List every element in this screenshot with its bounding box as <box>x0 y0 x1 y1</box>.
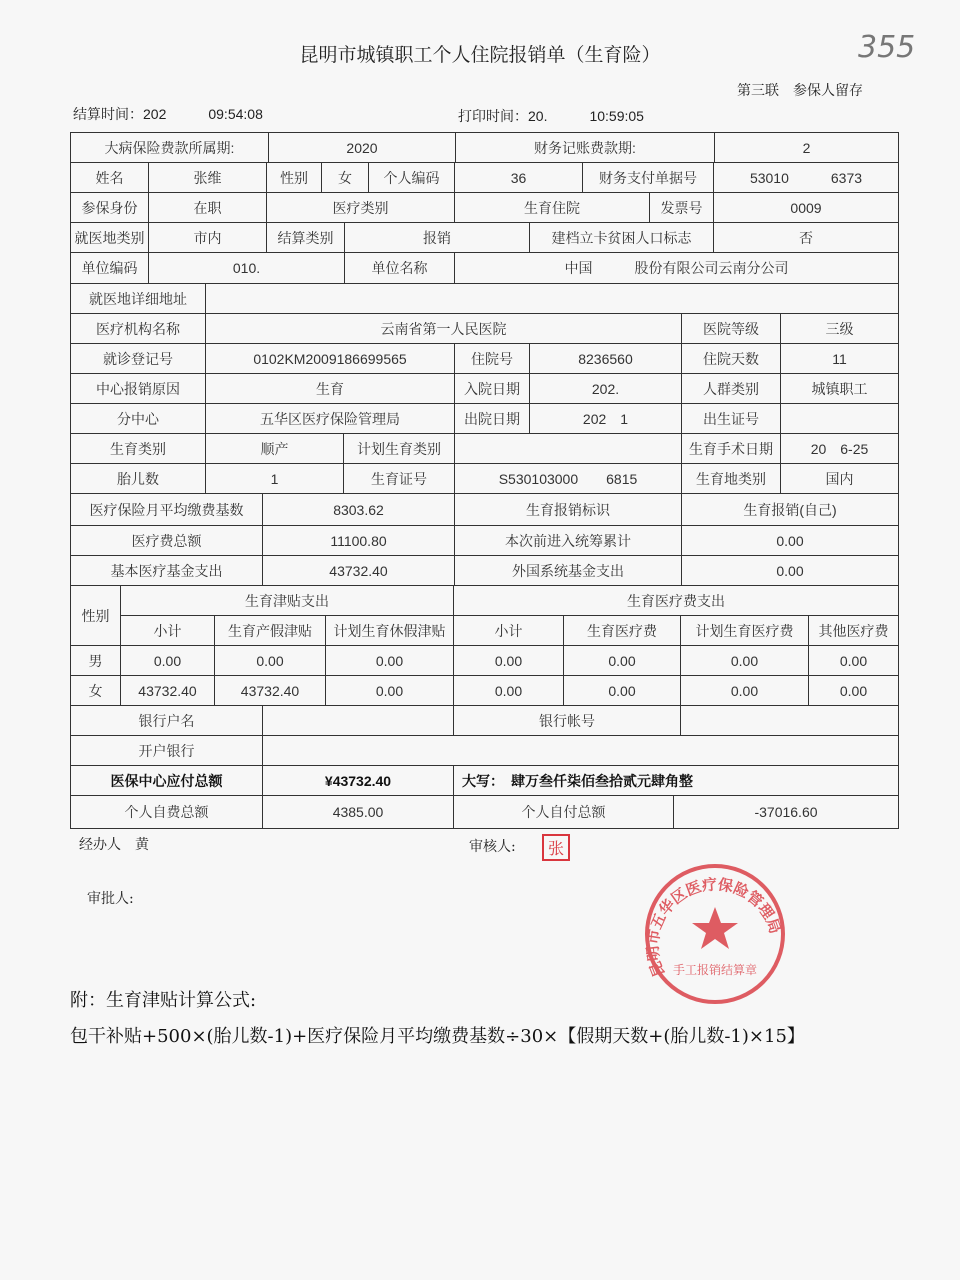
r19-cell-3: 0.00 <box>325 675 454 706</box>
r4-cell-3: 报销 <box>344 222 530 253</box>
r23-cell-1: 4385.00 <box>262 795 454 829</box>
r5-cell-0: 单位编码 <box>70 252 149 284</box>
r8-cell-4: 住院天数 <box>681 343 781 374</box>
r18-cell-0: 男 <box>70 645 121 676</box>
r3-cell-4: 发票号 <box>649 192 714 223</box>
r4-cell-4: 建档立卡贫困人口标志 <box>529 222 714 253</box>
r22-cell-2: 大写： 肆万叁仟柒佰叁拾贰元肆角整 <box>453 765 899 796</box>
r14-cell-0: 医疗费总额 <box>70 525 263 556</box>
settle-time <box>73 104 263 124</box>
note-title: 附：生育津贴计算公式: <box>70 990 257 1011</box>
r19-cell-5: 0.00 <box>563 675 681 706</box>
r14-cell-3: 0.00 <box>681 525 899 556</box>
r17-cell-4: 生育医疗费 <box>563 615 681 646</box>
r5-cell-3: 中国 股份有限公司云南分公司 <box>454 252 899 284</box>
r20-cell-3 <box>680 705 899 736</box>
settle-time-value: 202 09:54:08 <box>143 106 263 122</box>
r2-cell-3: 女 <box>321 162 369 193</box>
r12-cell-5: 国内 <box>780 463 899 494</box>
r11-cell-3 <box>454 433 682 464</box>
r2-cell-7: 53010 6373 <box>713 162 899 193</box>
r19-cell-4: 0.00 <box>453 675 564 706</box>
r2-cell-6: 财务支付单据号 <box>582 162 714 193</box>
r10-cell-0: 分中心 <box>70 403 206 434</box>
r4-cell-1: 市内 <box>148 222 267 253</box>
r9-cell-5: 城镇职工 <box>780 373 899 404</box>
r20-cell-0: 银行户名 <box>70 705 263 736</box>
r13-cell-1: 8303.62 <box>262 493 455 526</box>
r20-cell-2: 银行帐号 <box>453 705 681 736</box>
r10-cell-2: 出院日期 <box>454 403 530 434</box>
handwritten-number: 355 <box>858 30 916 65</box>
r1-cell-2: 财务记账费款期: <box>455 132 715 163</box>
seal-top-text: 昆明市五华区医疗保险管理局 <box>643 875 785 980</box>
r11-cell-4: 生育手术日期 <box>681 433 781 464</box>
operator <box>79 834 149 854</box>
r8-cell-0: 就诊登记号 <box>70 343 206 374</box>
r15-cell-2: 外国系统基金支出 <box>454 555 682 586</box>
r8-cell-1: 0102KM2009186699565 <box>205 343 455 374</box>
r10-cell-3: 202 1 <box>529 403 682 434</box>
r9-cell-3: 202. <box>529 373 682 404</box>
r3-cell-1: 在职 <box>148 192 267 223</box>
operator-label: 经办人 <box>79 837 121 853</box>
r10-cell-1: 五华区医疗保险管理局 <box>205 403 455 434</box>
note-formula: 包干补贴+500×(胎儿数-1)+医疗保险月平均缴费基数÷30×【假期天数+(胎儿数-1)×15】 <box>70 1026 805 1047</box>
r7-cell-1: 云南省第一人民医院 <box>205 313 682 344</box>
r4-cell-5: 否 <box>713 222 899 253</box>
r19-cell-7: 0.00 <box>808 675 899 706</box>
r17-cell-1: 生育产假津贴 <box>214 615 326 646</box>
r23-cell-3: -37016.60 <box>673 795 899 829</box>
seal-bottom-text: 手工报销结算章 <box>672 963 758 977</box>
r16-gender-header: 性别 <box>70 585 121 646</box>
r22-cell-1: ¥43732.40 <box>262 765 454 796</box>
r13-cell-3: 生育报销(自己) <box>681 493 899 526</box>
r18-cell-2: 0.00 <box>214 645 326 676</box>
r22-cell-0: 医保中心应付总额 <box>70 765 263 796</box>
r19-cell-2: 43732.40 <box>214 675 326 706</box>
settle-time-label: 结算时间： <box>73 107 143 123</box>
r13-cell-2: 生育报销标识 <box>454 493 682 526</box>
r2-cell-1: 张维 <box>148 162 267 193</box>
r17-cell-6: 其他医疗费 <box>808 615 899 646</box>
r1-cell-1: 2020 <box>268 132 456 163</box>
r7-cell-2: 医院等级 <box>681 313 781 344</box>
r16-medical-header: 生育医疗费支出 <box>453 585 899 616</box>
seal-star-icon <box>692 907 738 949</box>
r17-cell-0: 小计 <box>120 615 215 646</box>
form-title: 昆明市城镇职工个人住院报销单（生育险） <box>299 44 661 66</box>
r21-cell-1 <box>262 735 899 766</box>
r4-cell-0: 就医地类别 <box>70 222 149 253</box>
r23-cell-0: 个人自费总额 <box>70 795 263 829</box>
r17-cell-3: 小计 <box>453 615 564 646</box>
r15-cell-0: 基本医疗基金支出 <box>70 555 263 586</box>
r17-cell-5: 计划生育医疗费 <box>680 615 809 646</box>
r12-cell-1: 1 <box>205 463 344 494</box>
r12-cell-2: 生育证号 <box>343 463 455 494</box>
r15-cell-1: 43732.40 <box>262 555 455 586</box>
r3-cell-0: 参保身份 <box>70 192 149 223</box>
r18-cell-5: 0.00 <box>563 645 681 676</box>
print-time-label: 打印时间： <box>458 109 528 125</box>
r18-cell-4: 0.00 <box>453 645 564 676</box>
r4-cell-2: 结算类别 <box>266 222 345 253</box>
r9-cell-4: 人群类别 <box>681 373 781 404</box>
r5-cell-2: 单位名称 <box>344 252 455 284</box>
r8-cell-3: 8236560 <box>529 343 682 374</box>
r6-cell-1 <box>205 283 899 314</box>
r19-cell-0: 女 <box>70 675 121 706</box>
approver-label: 审批人: <box>87 891 134 907</box>
r9-cell-1: 生育 <box>205 373 455 404</box>
r3-cell-3: 生育住院 <box>454 192 650 223</box>
r12-cell-3: S530103000 6815 <box>454 463 682 494</box>
print-time-value: 20. 10:59:05 <box>528 108 644 124</box>
r2-cell-0: 姓名 <box>70 162 149 193</box>
r23-cell-2: 个人自付总额 <box>453 795 674 829</box>
print-time <box>458 106 644 126</box>
r15-cell-3: 0.00 <box>681 555 899 586</box>
r7-cell-0: 医疗机构名称 <box>70 313 206 344</box>
r10-cell-5 <box>780 403 899 434</box>
r11-cell-1: 顺产 <box>205 433 344 464</box>
reviewer-stamp: 张 <box>542 834 570 861</box>
r12-cell-0: 胎儿数 <box>70 463 206 494</box>
r11-cell-0: 生育类别 <box>70 433 206 464</box>
r19-cell-1: 43732.40 <box>120 675 215 706</box>
r17-cell-2: 计划生育休假津贴 <box>325 615 454 646</box>
r21-cell-0: 开户银行 <box>70 735 263 766</box>
r3-cell-5: 0009 <box>713 192 899 223</box>
r3-cell-2: 医疗类别 <box>266 192 455 223</box>
r5-cell-1: 010. <box>148 252 345 284</box>
r8-cell-2: 住院号 <box>454 343 530 374</box>
r9-cell-2: 入院日期 <box>454 373 530 404</box>
r7-cell-3: 三级 <box>780 313 899 344</box>
r10-cell-4: 出生证号 <box>681 403 781 434</box>
r2-cell-2: 性别 <box>266 162 322 193</box>
r11-cell-2: 计划生育类别 <box>343 433 455 464</box>
r8-cell-5: 11 <box>780 343 899 374</box>
r18-cell-7: 0.00 <box>808 645 899 676</box>
copy-label: 第三联 参保人留存 <box>737 83 863 99</box>
official-seal <box>640 862 790 1007</box>
reviewer-label: 审核人: <box>469 839 516 855</box>
r9-cell-0: 中心报销原因 <box>70 373 206 404</box>
r2-cell-4: 个人编码 <box>368 162 455 193</box>
r1-cell-0: 大病保险费款所属期: <box>70 132 269 163</box>
r2-cell-5: 36 <box>454 162 583 193</box>
r1-cell-3: 2 <box>714 132 899 163</box>
r18-cell-6: 0.00 <box>680 645 809 676</box>
r20-cell-1 <box>262 705 454 736</box>
r14-cell-2: 本次前进入统筹累计 <box>454 525 682 556</box>
r18-cell-1: 0.00 <box>120 645 215 676</box>
r12-cell-4: 生育地类别 <box>681 463 781 494</box>
r14-cell-1: 11100.80 <box>262 525 455 556</box>
r19-cell-6: 0.00 <box>680 675 809 706</box>
r6-cell-0: 就医地详细地址 <box>70 283 206 314</box>
r16-allowance-header: 生育津贴支出 <box>120 585 454 616</box>
r13-cell-0: 医疗保险月平均缴费基数 <box>70 493 263 526</box>
operator-value: 黄 <box>135 837 149 853</box>
r18-cell-3: 0.00 <box>325 645 454 676</box>
r11-cell-5: 20 6-25 <box>780 433 899 464</box>
